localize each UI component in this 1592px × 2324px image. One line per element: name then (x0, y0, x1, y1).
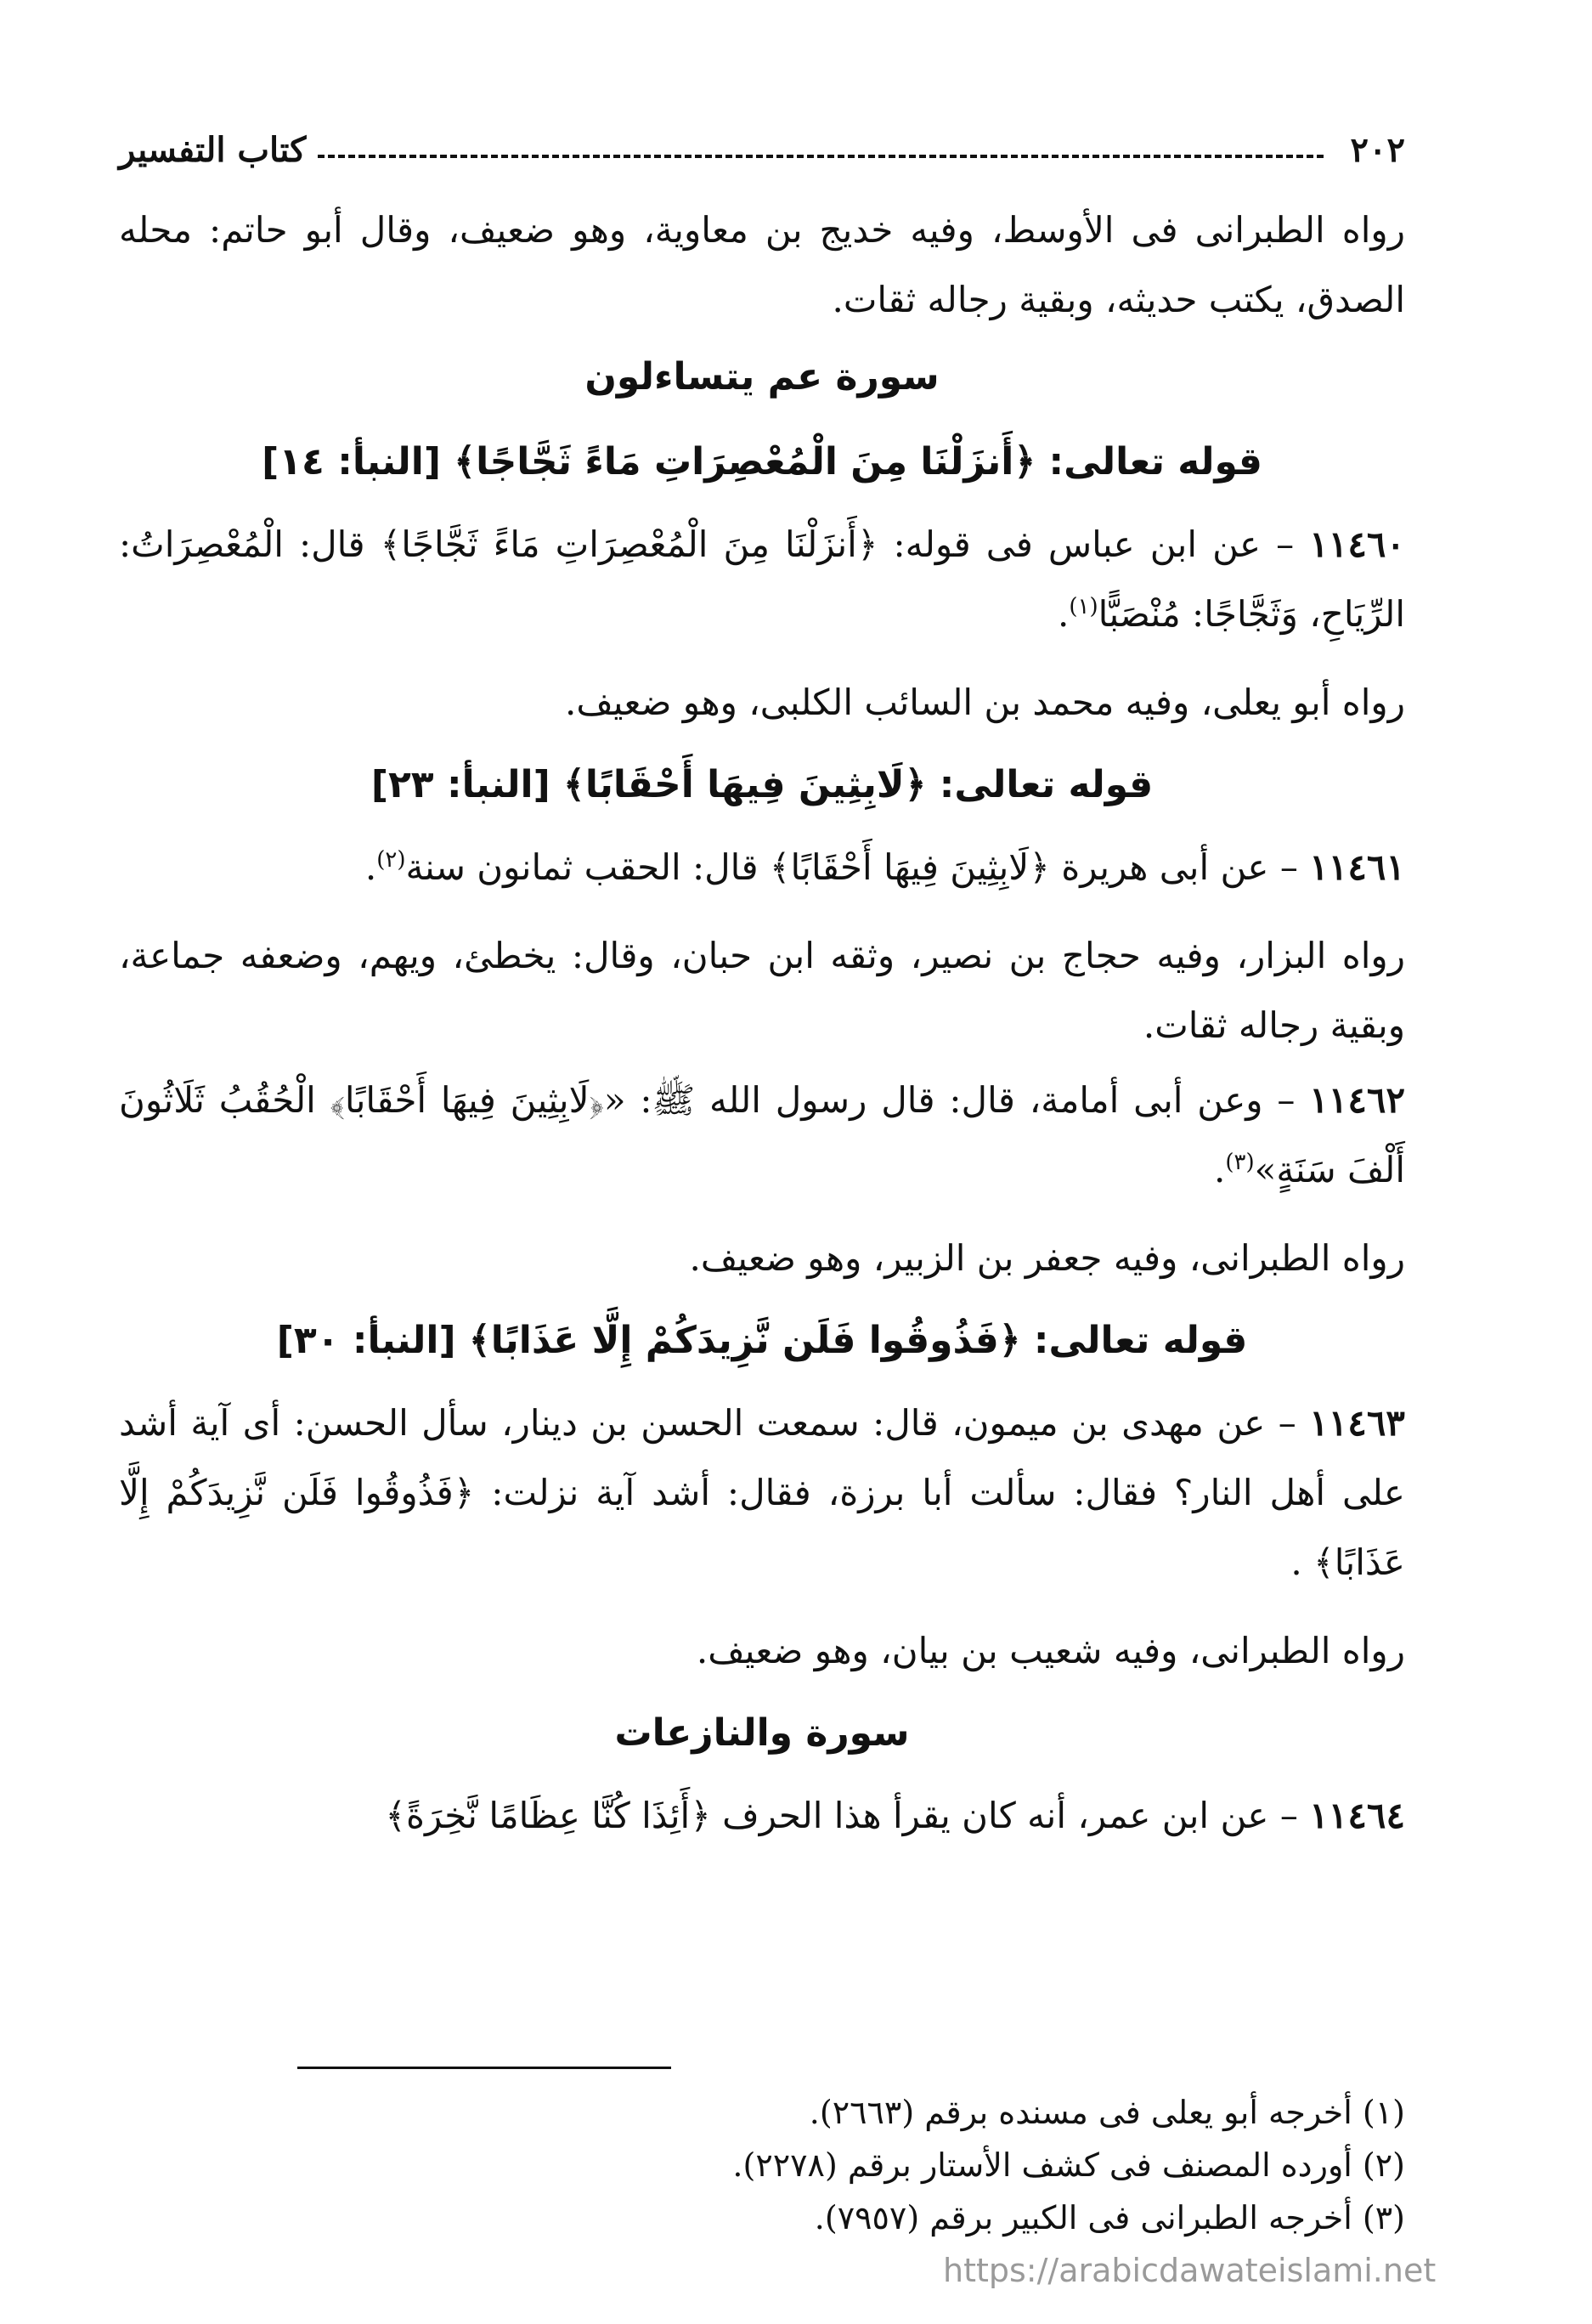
running-header (119, 110, 1405, 170)
hadith-number: ١١٤٦٠ (1309, 523, 1405, 565)
footnote: (٣) أخرجه الطبرانى فى الكبير برقم (٧٩٥٧). (814, 2199, 1405, 2236)
page-body (119, 195, 1405, 1851)
surah-heading: سورة والنازعات (614, 1711, 910, 1755)
hadith-entry (119, 1388, 1405, 1597)
hadith-text: – عن أبى هريرة ﴿لَابِثِينَ فِيهَا أَحْقَابًا﴾ قال: الحقب ثمانون سنة (405, 846, 1298, 888)
footnote-ref[interactable]: (٢) (376, 847, 406, 873)
narration-note: رواه أبو يعلى، وفيه محمد بن السائب الكلبى، وهو ضعيف. (564, 681, 1405, 723)
book-page (119, 0, 1405, 2324)
narration-note: رواه الطبرانى فى الأوسط، وفيه خديج بن معاوية، وهو ضعيف، وقال أبو حاتم: محله الصدق، يكتب حديثه، وبقية رجاله ثقات. (119, 209, 1405, 320)
verse-heading: قوله تعالى: ﴿أَنزَلْنَا مِنَ الْمُعْصِرَاتِ مَاءً ثَجَّاجًا﴾ [النبأ: ١٤] (262, 440, 1262, 483)
hadith-number: ١١٤٦٤ (1309, 1795, 1405, 1836)
watermark-url: https://arabicdawateislami.net (943, 2252, 1437, 2289)
footnote-ref[interactable]: (٣) (1225, 1150, 1255, 1175)
header-dashed-rule (318, 155, 1323, 158)
narration-note: رواه الطبرانى، وفيه شعيب بن بيان، وهو ضعيف. (696, 1630, 1405, 1671)
hadith-number: ١١٤٦٢ (1309, 1079, 1405, 1121)
narration-note: رواه البزار، وفيه حجاج بن نصير، وثقه ابن حبان، وقال: يخطئ، ويهم، وضعفه جماعة، وبقية رجاله ثقات. (119, 935, 1405, 1046)
narration-note: رواه الطبرانى، وفيه جعفر بن الزبير، وهو ضعيف. (689, 1237, 1405, 1279)
footnote: (٢) أورده المصنف فى كشف الأستار برقم (٢٢٧٨). (732, 2146, 1405, 2184)
footnote-separator (297, 2067, 671, 2069)
footnote-ref[interactable]: (١) (1069, 594, 1098, 619)
hadith-number: ١١٤٦١ (1309, 846, 1405, 888)
hadith-text: – عن ابن عباس فى قوله: ﴿أَنزَلْنَا مِنَ الْمُعْصِرَاتِ مَاءً ثَجَّاجًا﴾ قال: الْمُعْصِرَاتُ: الرِّيَاحِ، وَثَجَّاجًا: مُنْصَبًّا (119, 523, 1405, 635)
footnote: (١) أخرجه أبو يعلى فى مسنده برقم (٢٦٦٣). (809, 2094, 1405, 2131)
page-number: ٢٠٢ (1350, 130, 1405, 170)
verse-heading: قوله تعالى: ﴿لَابِثِينَ فِيهَا أَحْقَابًا﴾ [النبأ: ٢٣] (370, 763, 1154, 806)
hadith-text: – عن مهدى بن ميمون، قال: سمعت الحسن بن دينار، سأل الحسن: أى آية أشد على أهل النار؟ فقال: سألت أبا برزة، فقال: أشد آية نزلت: ﴿فَذُوقُوا فَلَن نَّزِيدَكُمْ إِلَّا عَذَابًا﴾ . (119, 1402, 1405, 1583)
hadith-text: – وعن أبى أمامة، قال: قال رسول الله ﷺ: «﴿لَابِثِينَ فِيهَا أَحْقَابًا﴾ الْحُقُبُ ثَلَاثُونَ أَلْفَ سَنَةٍ» (119, 1079, 1405, 1190)
hadith-entry (119, 1781, 1405, 1851)
hadith-entry: ١١٤٦٠ – عن ابن عباس فى قوله: ﴿أَنزَلْنَا مِنَ الْمُعْصِرَاتِ مَاءً ثَجَّاجًا﴾ قال: الْمُعْصِرَاتُ: الرِّيَاحِ، وَثَجَّاجًا: مُنْصَبًّا$^{(١)}$. (119, 523, 1405, 635)
footnotes (119, 2086, 1405, 2244)
hadith-entry: ١١٤٦١ – عن أبى هريرة ﴿لَابِثِينَ فِيهَا أَحْقَابًا﴾ قال: الحقب ثمانون سنة$^{(٢)}$. (364, 846, 1405, 888)
book-title: كتاب التفسير (119, 130, 307, 170)
hadith-entry: ١١٤٦٢ – وعن أبى أمامة، قال: قال رسول الله ﷺ: «﴿لَابِثِينَ فِيهَا أَحْقَابًا﴾ الْحُقُبُ ثَلَاثُونَ أَلْفَ سَنَةٍ»$^{(٣)}$. (119, 1079, 1405, 1190)
hadith-text: – عن ابن عمر، أنه كان يقرأ هذا الحرف ﴿أَئِذَا كُنَّا عِظَامًا نَّخِرَةً﴾ (385, 1795, 1298, 1836)
verse-heading: قوله تعالى: ﴿فَذُوقُوا فَلَن نَّزِيدَكُمْ إِلَّا عَذَابًا﴾ [النبأ: ٣٠] (276, 1319, 1248, 1362)
hadith-number: ١١٤٦٣ (1309, 1402, 1405, 1444)
surah-heading: سورة عم يتساءلون (584, 355, 940, 399)
